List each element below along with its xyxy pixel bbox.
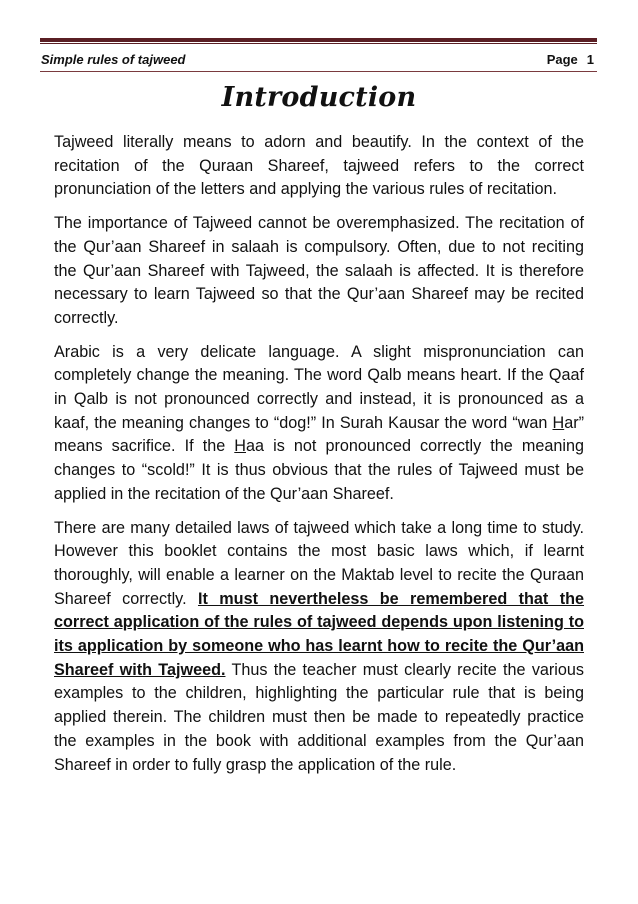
paragraph-importance: The importance of Tajweed cannot be overemphasized. The recitation of the Qur’aan Shareef in salaah is compulsory. Often, due to not reciting the Qur’aan Shareef with Tajweed, the salaah is affected. It is therefore necessary to learn Tajweed so that the Qur’aan Shareef may be recited correctly. [54, 214, 584, 327]
text-run: aa is not pronounced correctly the meaning changes to “scold!” It is thus obvious that the rules of Tajweed must be applied in the recitation of the Qur’aan Shareef. [54, 437, 584, 503]
page-title: Introduction [221, 82, 417, 113]
text-run: Thus the teacher must clearly recite the various examples to the children, highlighting the particular rule that is being applied therein. The children must then be made to repeatedly practice the examples in the book with additional examples from the Qur’aan Shareef in order to fully grasp the application of the rule. [54, 660, 585, 774]
page-label: Page [546, 51, 578, 67]
header-bottom-rule [40, 71, 597, 72]
paragraph-arabic-language [54, 341, 584, 507]
paragraph-booklet-laws [54, 517, 584, 778]
underlined-letter: H [552, 413, 565, 432]
page-number: 1 [586, 51, 594, 67]
paragraph-definition: Tajweed literally means to adorn and beautify. In the context of the recitation of the Quraan Shareef, tajweed refers to the correct pronunciation of the letters and applying the various rules of recitation. [54, 133, 584, 199]
header-top-rule [40, 38, 597, 42]
page-number-block [547, 52, 594, 67]
text-run: Arabic is a very delicate language. A slight mispronunciation can completely change the meaning. The word Qalb means heart. If the Qaaf in Qalb is not pronounced correctly and instead, it is pronounced as a kaaf, the meaning changes to “dog!” In Surah Kausar the word “wan [54, 342, 584, 432]
underlined-letter: H [234, 437, 246, 456]
running-header [41, 49, 594, 69]
text-run: There are many detailed laws of tajweed which take a long time to study. However this booklet contains the most basic laws which, if learnt thoroughly, will enable a learner on the Maktab level to recite the Quraan Shareef correctly. [54, 518, 584, 608]
header-top-rule-thin [40, 43, 597, 44]
body-text [54, 131, 584, 787]
text-run: ar” means sacrifice. If the [54, 413, 584, 456]
book-title: Simple rules of tajweed [41, 51, 186, 67]
emphasized-note: It must nevertheless be remembered that the correct application of the rules of tajweed depends upon listening to its application by someone who has learnt how to recite the Qur’aan Shareef with Tajweed. [54, 589, 585, 679]
